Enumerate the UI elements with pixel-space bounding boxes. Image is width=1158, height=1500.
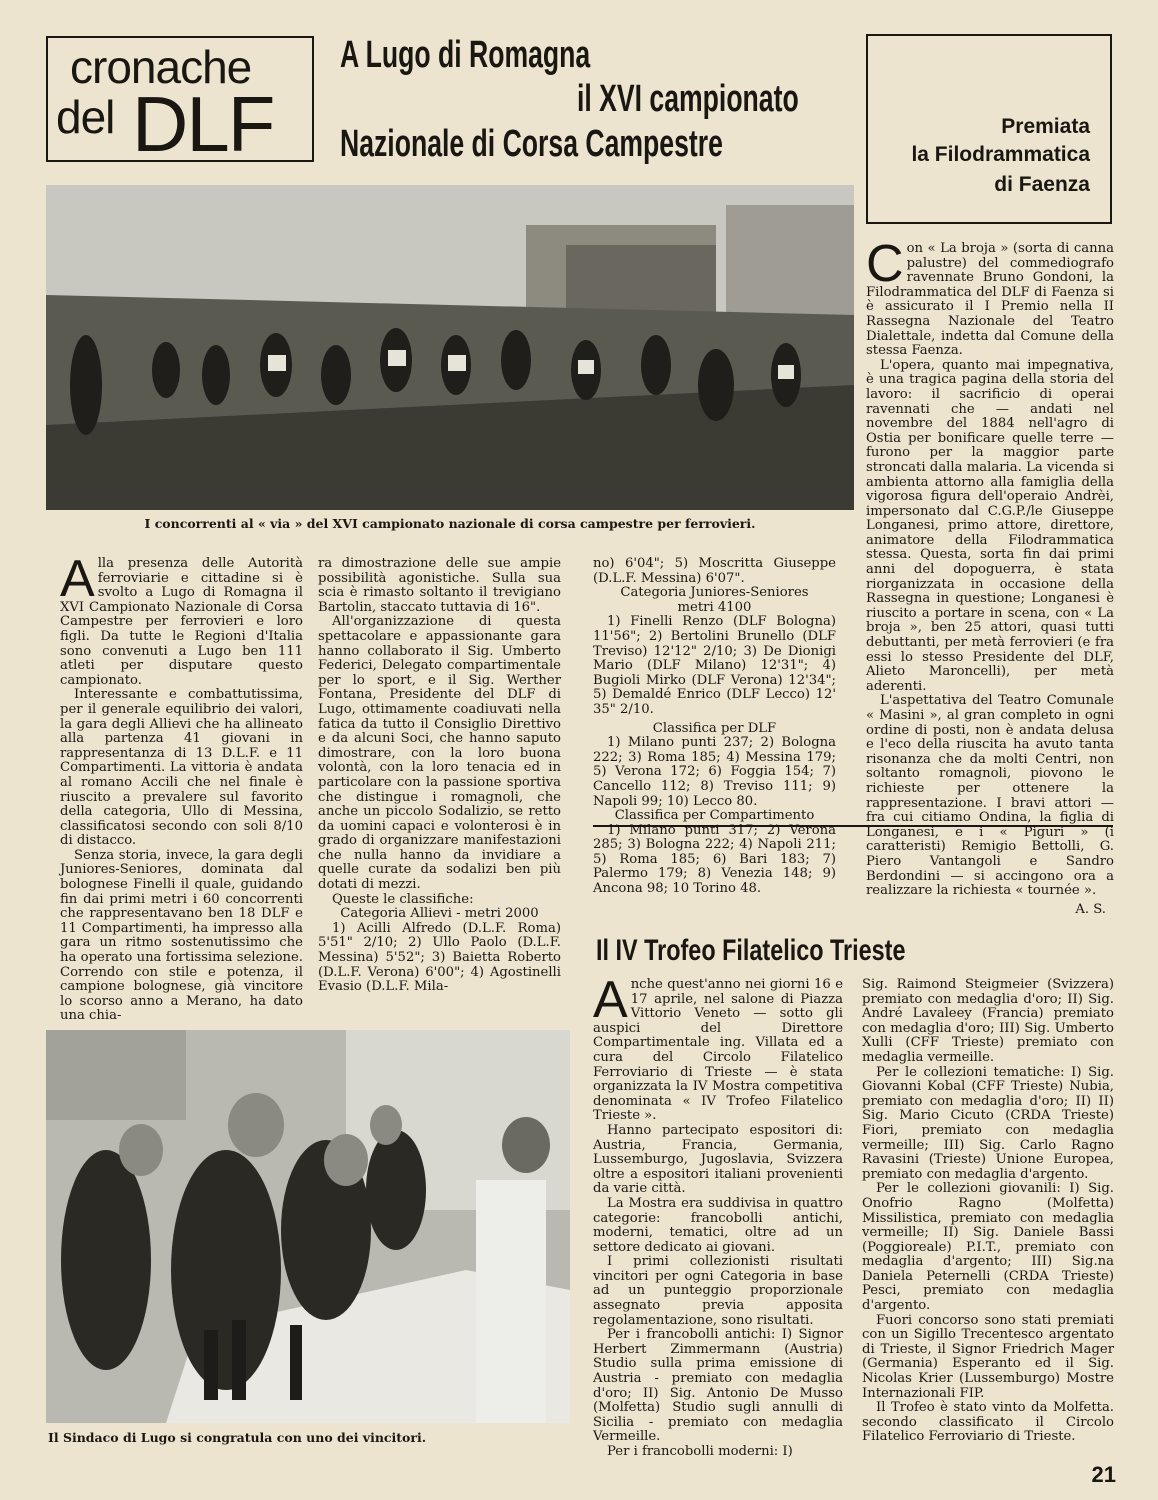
logo-del: del <box>56 91 115 143</box>
trofeo-col2-p2: Per le collezioni tematiche: I) Sig. Giovanni Kobal (CFF Trieste) Nubia, premiato con medaglia d'oro; II) II) Sig. Mario Cicuto (CRDA Trieste) Fiori, premiato con medaglia vermeille; III) Sig. Carlo Ragno Ravasini (Trieste) Unione Europea, premiato con medaglia d'argento. <box>862 1064 1114 1182</box>
trofeo-article-col1 <box>593 971 843 1460</box>
race-col3-p1: no) 6'04"; 5) Moscritta Giuseppe (D.L.F. Messina) 6'07". <box>593 556 836 586</box>
race-dropcap: A <box>60 550 95 608</box>
race-cat2-title: Categoria Juniores-Seniores <box>620 585 809 601</box>
trofeo-col1-p2: Hanno partecipato espositori di: Austria, Francia, Germania, Lussemburgo, Jugoslavia, Svizzera oltre a espositori italiani provenienti da varie città. <box>593 1122 843 1197</box>
mayor-photo-illustration <box>46 1030 570 1423</box>
faenza-dropcap: C <box>866 235 904 293</box>
faenza-article <box>866 235 1114 917</box>
photo-race-start <box>46 185 854 510</box>
race-col2-p3: Queste le classifiche: <box>332 891 474 907</box>
race-cat2-results: 1) Finelli Renzo (DLF Bologna) 11'56"; 2) Bertolini Brunello (DLF Treviso) 12'12" 2/10; 3) De Dionigi Mario (DLF Milano) 12'31"; 4) Bugioli Mirko (DLF Verona) 12'34"; 5) Demaldé Enrico (DLF Lecco) 12' 35" 2/10. <box>593 614 836 717</box>
faenza-p1: on « La broja » (sorta di canna palustre) del commediografo ravennate Bruno Gondoni, la Filodrammatica del DLF di Faenza si è assicurato il I Premio nella II Rassegna Nazionale del Teatro Dialettale, indetta dal Comune della stessa Faenza. <box>866 241 1114 359</box>
faenza-p2: L'opera, quanto mai impegnativa, è una tragica pagina della storia del lavoro: il sacrificio di operai ravennati che — andati nel novembre del 1884 nell'agro di Ostia per bonificare quelle terre — furono per la maggior parte stroncati dalla malaria. La vicenda si ambienta attorno alla famiglia della vigorosa figura dell'operaio Andrèi, impersonato dal C.G.P./le Giuseppe Longanesi, primo attore, direttore, animatore della Filodrammatica stessa. Questa, sorta fin dai primi anni del dopoguerra, è stata riorganizzata in occasione della Rassegna in questione; Longanesi è riuscito a portare in scena, con « La broja », ben 25 attori, quasi tutti debuttanti, per metà ferrovieri (e fra essi lo stesso Presidente del DLF, Alieto Maroncelli), per metà aderenti. <box>866 357 1114 694</box>
trofeo-dropcap: A <box>593 971 628 1029</box>
race-comp-title: Classifica per Compartimento <box>614 808 815 824</box>
runners-photo-illustration <box>46 185 854 510</box>
trofeo-col1-p5: Per i francobolli antichi: I) Signor Herbert Zimmermann (Austria) Studio sulla prima emissione di Austria - premiato con medaglia d'oro; II) Sig. Antonio De Musso (Molfetta) Studio sugli annulli di Sicilia - premiato con medaglia Vermeille. <box>593 1327 843 1445</box>
photo-mayor-congratulates <box>46 1030 570 1423</box>
race-cat1-title: Categoria Allievi - metri 2000 <box>340 906 539 922</box>
headline-line1: A Lugo di Romagna <box>340 34 591 76</box>
logo-box <box>46 36 314 168</box>
section-divider <box>593 825 1113 827</box>
race-cat1-results: 1) Acilli Alfredo (D.L.F. Roma) 5'51" 2/10; 2) Ullo Paolo (D.L.F. Messina) 5'52"; 3) Baietta Roberto (D.L.F. Verona) 6'00"; 4) Agostinelli Evasio (D.L.F. Mila- <box>318 920 561 995</box>
race-comp-results: 1) Milano punti 317; 2) Verona 285; 3) Bologna 222; 4) Napoli 211; 5) Roma 185; 6) Bari 183; 7) Palermo 179; 8) Venezia 148; 9) Ancona 98; 10 Torino 48. <box>593 822 836 897</box>
race-cat2-sub: metri 4100 <box>677 599 752 615</box>
race-col2-p1: ra dimostrazione delle sue ampie possibilità agonistiche. Sulla sua scia è rimasto soltanto il trevigiano Bartolin, staccato tuttavia di 16". <box>318 556 561 615</box>
trofeo-col1-p4: I primi collezionisti risultati vincitori per ogni Categoria in base ad un punteggio proporzionale assegnato previa apposita regolamentazione, sono risultati. <box>593 1254 843 1328</box>
race-col1-p2: Interessante e combattutissima, per il generale equilibrio dei valori, la gara degli Allievi che ha allineato alla partenza 41 giovani in rappresentanza di 13 D.L.F. e 11 Compartimenti. La vittoria è andata al romano Accili che nel finale è riuscito a prevalere sul favorito della categoria, Ullo di Messina, classificatosi secondo con soli 8/10 di distacco. <box>60 687 303 849</box>
trofeo-col2-p3: Per le collezioni giovanili: I) Sig. Onofrio Ragno (Molfetta) Missilistica, premiato con medaglia vermeille; II) Sig. Daniele Bassi (Poggioreale) P.I.T., premiato con medaglia d'argento; III) Sig.na Daniela Peternelli (CRDA Trieste) Pesci, premiato con medaglia d'argento. <box>862 1181 1114 1314</box>
race-article-col3 <box>593 557 836 897</box>
logo-dlf: DLF <box>132 80 274 168</box>
race-col1-p3: Senza storia, invece, la gara degli Juniores-Seniores, dominata dal bolognese Finelli il quale, guidando fin dai primi metri i 60 concorrenti che rappresentavano ben 18 DLF e 11 Compartimenti, ha impresso alla gara un ritmo sostenutissimo che ha operato una fortissima selezione. Correndo con stile e potenza, il campione bolognese, già vincitore lo scorso anno a Merano, ha dato una chia- <box>60 847 303 1024</box>
race-col2-p2: All'organizzazione di questa spettacolare e appassionante gara hanno collaborato il Sig. Umberto Federici, Delegato compartimentale per lo sport, e il Sig. Werther Fontana, Presidente del DLF di Lugo, ottimamente coadiuvati nella fatica da tutto il Consiglio Direttivo e da alcuni Soci, che hanno saputo dimostrare, con la loro buona volontà, con la loro tenacia ed in particolare con la passione sportiva che distingue i romagnoli, che anche un piccolo Sodalizio, se retto da uomini capaci e volonterosi è in grado di organizzare manifestazioni che nulla hanno da invidiare a quelle curate da sodalizi ben più dotati di mezzi. <box>318 614 561 893</box>
trofeo-col1-p1: nche quest'anno nei giorni 16 e 17 aprile, nel salone di Piazza Vittorio Veneto — sotto gli auspici del Direttore Compartimentale ing. Villata ed a cura del Circolo Filatelico Ferroviario di Trieste — è stata organizzata la IV Mostra competitiva denominata « IV Trofeo Filatelico Trieste ». <box>593 977 843 1124</box>
race-dlf-title: Classifica per DLF <box>652 720 777 736</box>
faenza-signature: A. S. <box>1075 901 1106 917</box>
trofeo-article-col2 <box>862 978 1114 1445</box>
side-box-line3: di Faenza <box>994 173 1090 196</box>
side-box-line1: Premiata <box>1001 115 1090 138</box>
trofeo-headline: Il IV Trofeo Filatelico Trieste <box>596 934 906 967</box>
trofeo-col2-p1: Sig. Raimond Steigmeier (Svizzera) premiato con medaglia d'oro; II) Sig. André Lavaleey (Francia) premiato con medaglia d'oro; III) Sig. Umberto Xulli (CFF Trieste) premiato con medaglia vermeille. <box>862 977 1114 1065</box>
headline-line2: il XVI campionato <box>577 78 799 120</box>
race-article-col1 <box>60 550 303 1024</box>
race-col1-p1: lla presenza delle Autorità ferroviarie e cittadine si è svolto a Lugo di Romagna il XVI Campionato Nazionale di Corsa Campestre per ferrovieri e loro figli. Da tutte le Regioni d'Italia sono convenuti a Lugo ben 111 atleti per disputare questo campionato. <box>60 556 303 688</box>
trofeo-col2-p5: Il Trofeo è stato vinto da Molfetta. secondo classificato il Circolo Filatelico Ferroviario di Trieste. <box>862 1400 1114 1445</box>
race-article-col2 <box>318 557 561 995</box>
side-box-line2: la Filodrammatica <box>911 143 1090 166</box>
photo1-caption: I concorrenti al « via » del XVI campionato nazionale di corsa campestre per ferrovieri. <box>144 516 756 531</box>
side-box <box>866 34 1112 224</box>
trofeo-col1-p3: La Mostra era suddivisa in quattro categorie: francobolli antichi, moderni, tematici, oltre ad un settore dedicato ai giovani. <box>593 1195 843 1255</box>
headline-line3: Nazionale di Corsa Campestre <box>340 123 723 165</box>
race-dlf-results: 1) Milano punti 237; 2) Bologna 222; 3) Roma 185; 4) Messina 179; 5) Verona 172; 6) Foggia 154; 7) Cancello 112; 8) Treviso 111; 9) Napoli 99; 10) Lecco 80. <box>593 735 836 809</box>
photo2-caption: Il Sindaco di Lugo si congratula con uno dei vincitori. <box>48 1430 427 1445</box>
page-number: 21 <box>1091 1462 1116 1487</box>
trofeo-col1-p6: Per i francobolli moderni: I) <box>607 1444 793 1459</box>
trofeo-col2-p4: Fuori concorso sono stati premiati con un Sigillo Trecentesco argentato di Trieste, il Signor Friedrich Mager (Germania) Esperanto ed il Sig. Nicolas Krier (Lussemburgo) Mostre Internazionali FIP. <box>862 1312 1114 1401</box>
faenza-p3: L'aspettativa del Teatro Comunale « Masini », al gran completo in ogni ordine di posti, non è andata delusa e l'eco della riuscita ha avuto tanta risonanza che da molti Centri, non soltanto romagnoli, piovono le richieste per ottenere la rappresentazione. I bravi attori — fra cui citiamo Ondina, la figlia di Longanesi, e i « Piguri » (i caratteristi) Remigio Bettolli, G. Piero Vantangoli e Sandro Berdondini — si accingono ora a realizzare la richiesta « tournée ». <box>866 693 1114 899</box>
logo-line1: cronache <box>70 41 252 93</box>
